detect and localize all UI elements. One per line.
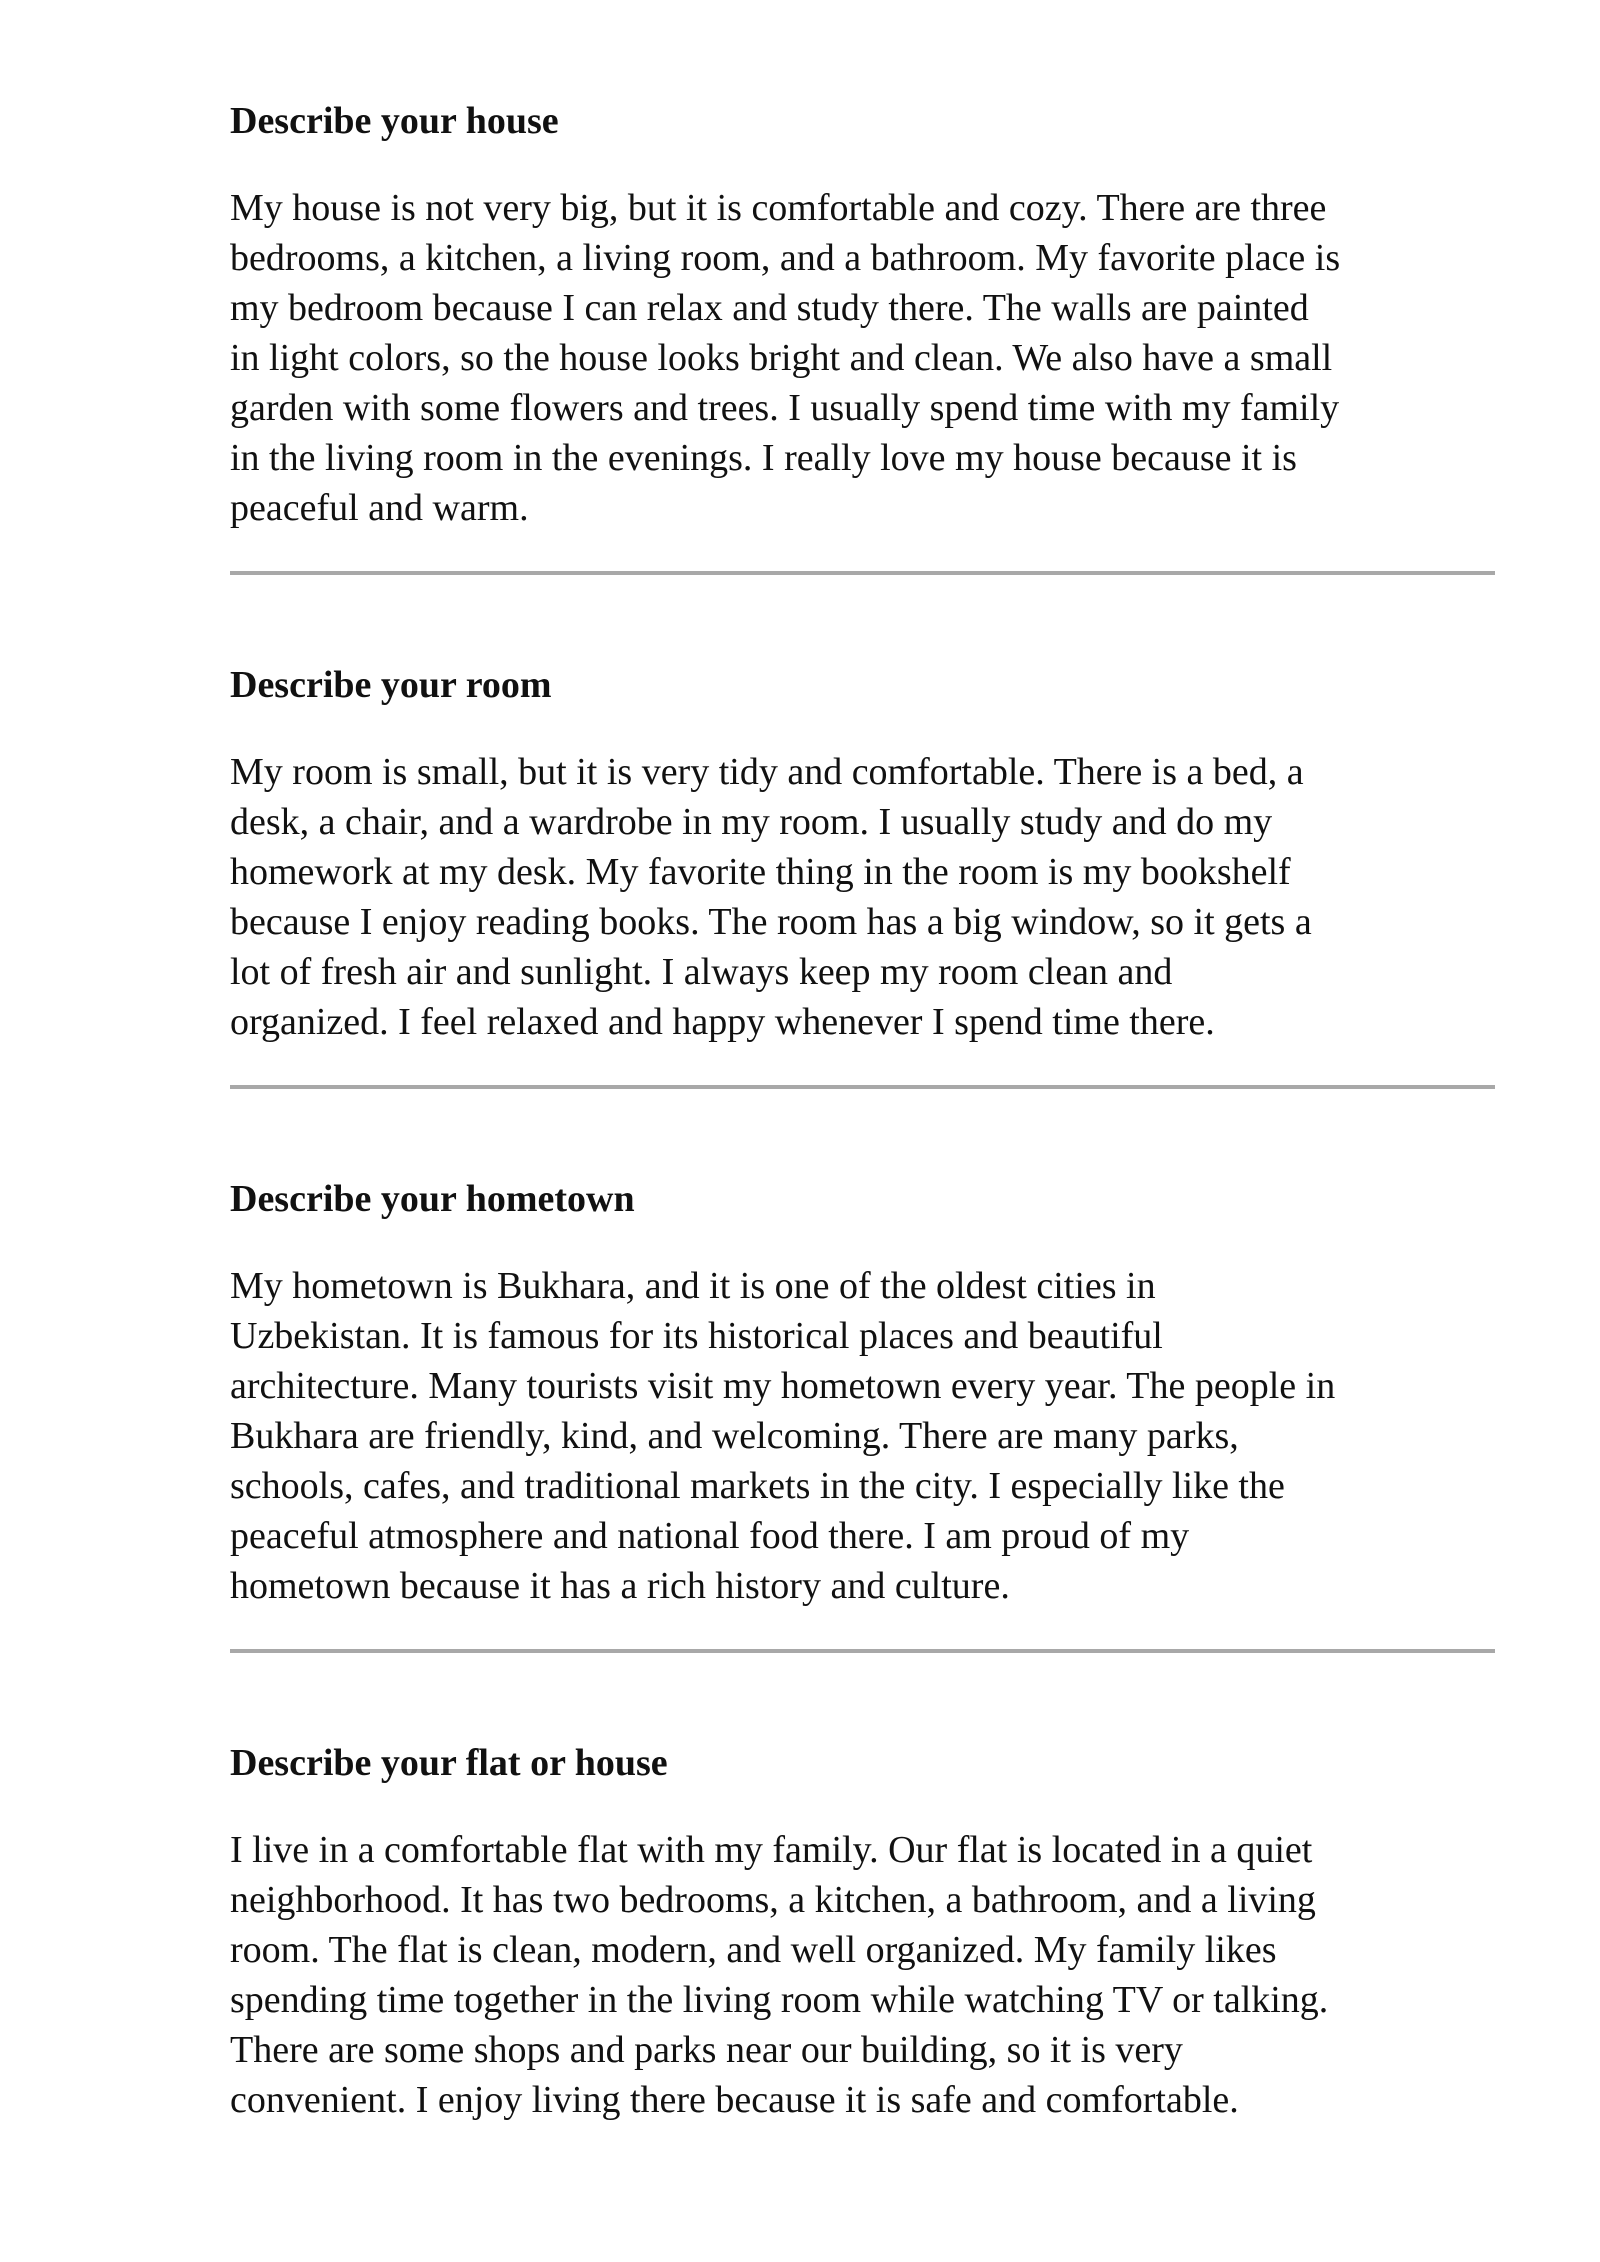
- paragraph-line: in light colors, so the house looks bright and clean. We also have a small: [230, 337, 1333, 379]
- paragraph-line: I live in a comfortable flat with my family. Our flat is located in a quiet: [230, 1829, 1313, 1871]
- section-paragraph: [230, 1825, 1495, 2125]
- section-title: Describe your flat or house: [230, 1742, 668, 1784]
- section-paragraph: [230, 1261, 1495, 1611]
- paragraph-line: There are some shops and parks near our building, so it is very: [230, 2029, 1183, 2071]
- section-title: Describe your house: [230, 100, 559, 142]
- paragraph-line: neighborhood. It has two bedrooms, a kitchen, a bathroom, and a living: [230, 1879, 1316, 1921]
- paragraph-line: architecture. Many tourists visit my hometown every year. The people in: [230, 1365, 1336, 1407]
- paragraph-line: My hometown is Bukhara, and it is one of the oldest cities in: [230, 1265, 1156, 1307]
- section-paragraph: [230, 183, 1495, 533]
- paragraph-line: bedrooms, a kitchen, a living room, and a bathroom. My favorite place is: [230, 237, 1341, 279]
- paragraph-line: my bedroom because I can relax and study there. The walls are painted: [230, 287, 1309, 329]
- section-title: Describe your room: [230, 664, 552, 706]
- paragraph-line: organized. I feel relaxed and happy whenever I spend time there.: [230, 1001, 1215, 1043]
- paragraph-line: peaceful and warm.: [230, 487, 529, 529]
- paragraph-line: peaceful atmosphere and national food there. I am proud of my: [230, 1515, 1190, 1557]
- paragraph-line: room. The flat is clean, modern, and well organized. My family likes: [230, 1929, 1277, 1971]
- paragraph-line: schools, cafes, and traditional markets in the city. I especially like the: [230, 1465, 1285, 1507]
- paragraph-line: desk, a chair, and a wardrobe in my room. I usually study and do my: [230, 801, 1273, 843]
- paragraph-line: homework at my desk. My favorite thing in the room is my bookshelf: [230, 851, 1291, 893]
- paragraph-line: Bukhara are friendly, kind, and welcoming. There are many parks,: [230, 1415, 1239, 1457]
- section-flat-or-house: [230, 1738, 1495, 2125]
- section-divider: [230, 1649, 1495, 1653]
- section-divider: [230, 1085, 1495, 1089]
- section-title: Describe your hometown: [230, 1178, 635, 1220]
- section-divider: [230, 571, 1495, 575]
- paragraph-line: lot of fresh air and sunlight. I always keep my room clean and: [230, 951, 1173, 993]
- paragraph-line: Uzbekistan. It is famous for its historical places and beautiful: [230, 1315, 1163, 1357]
- paragraph-line: hometown because it has a rich history and culture.: [230, 1565, 1010, 1607]
- document-page: [230, 96, 1495, 2125]
- paragraph-line: in the living room in the evenings. I really love my house because it is: [230, 437, 1297, 479]
- section-room: [230, 660, 1495, 1089]
- paragraph-line: because I enjoy reading books. The room has a big window, so it gets a: [230, 901, 1312, 943]
- section-paragraph: [230, 747, 1495, 1047]
- paragraph-line: garden with some flowers and trees. I usually spend time with my family: [230, 387, 1340, 429]
- paragraph-line: My house is not very big, but it is comfortable and cozy. There are three: [230, 187, 1327, 229]
- paragraph-line: My room is small, but it is very tidy and comfortable. There is a bed, a: [230, 751, 1304, 793]
- section-house: [230, 96, 1495, 575]
- paragraph-line: convenient. I enjoy living there because it is safe and comfortable.: [230, 2079, 1239, 2121]
- section-hometown: [230, 1174, 1495, 1653]
- paragraph-line: spending time together in the living room while watching TV or talking.: [230, 1979, 1329, 2021]
